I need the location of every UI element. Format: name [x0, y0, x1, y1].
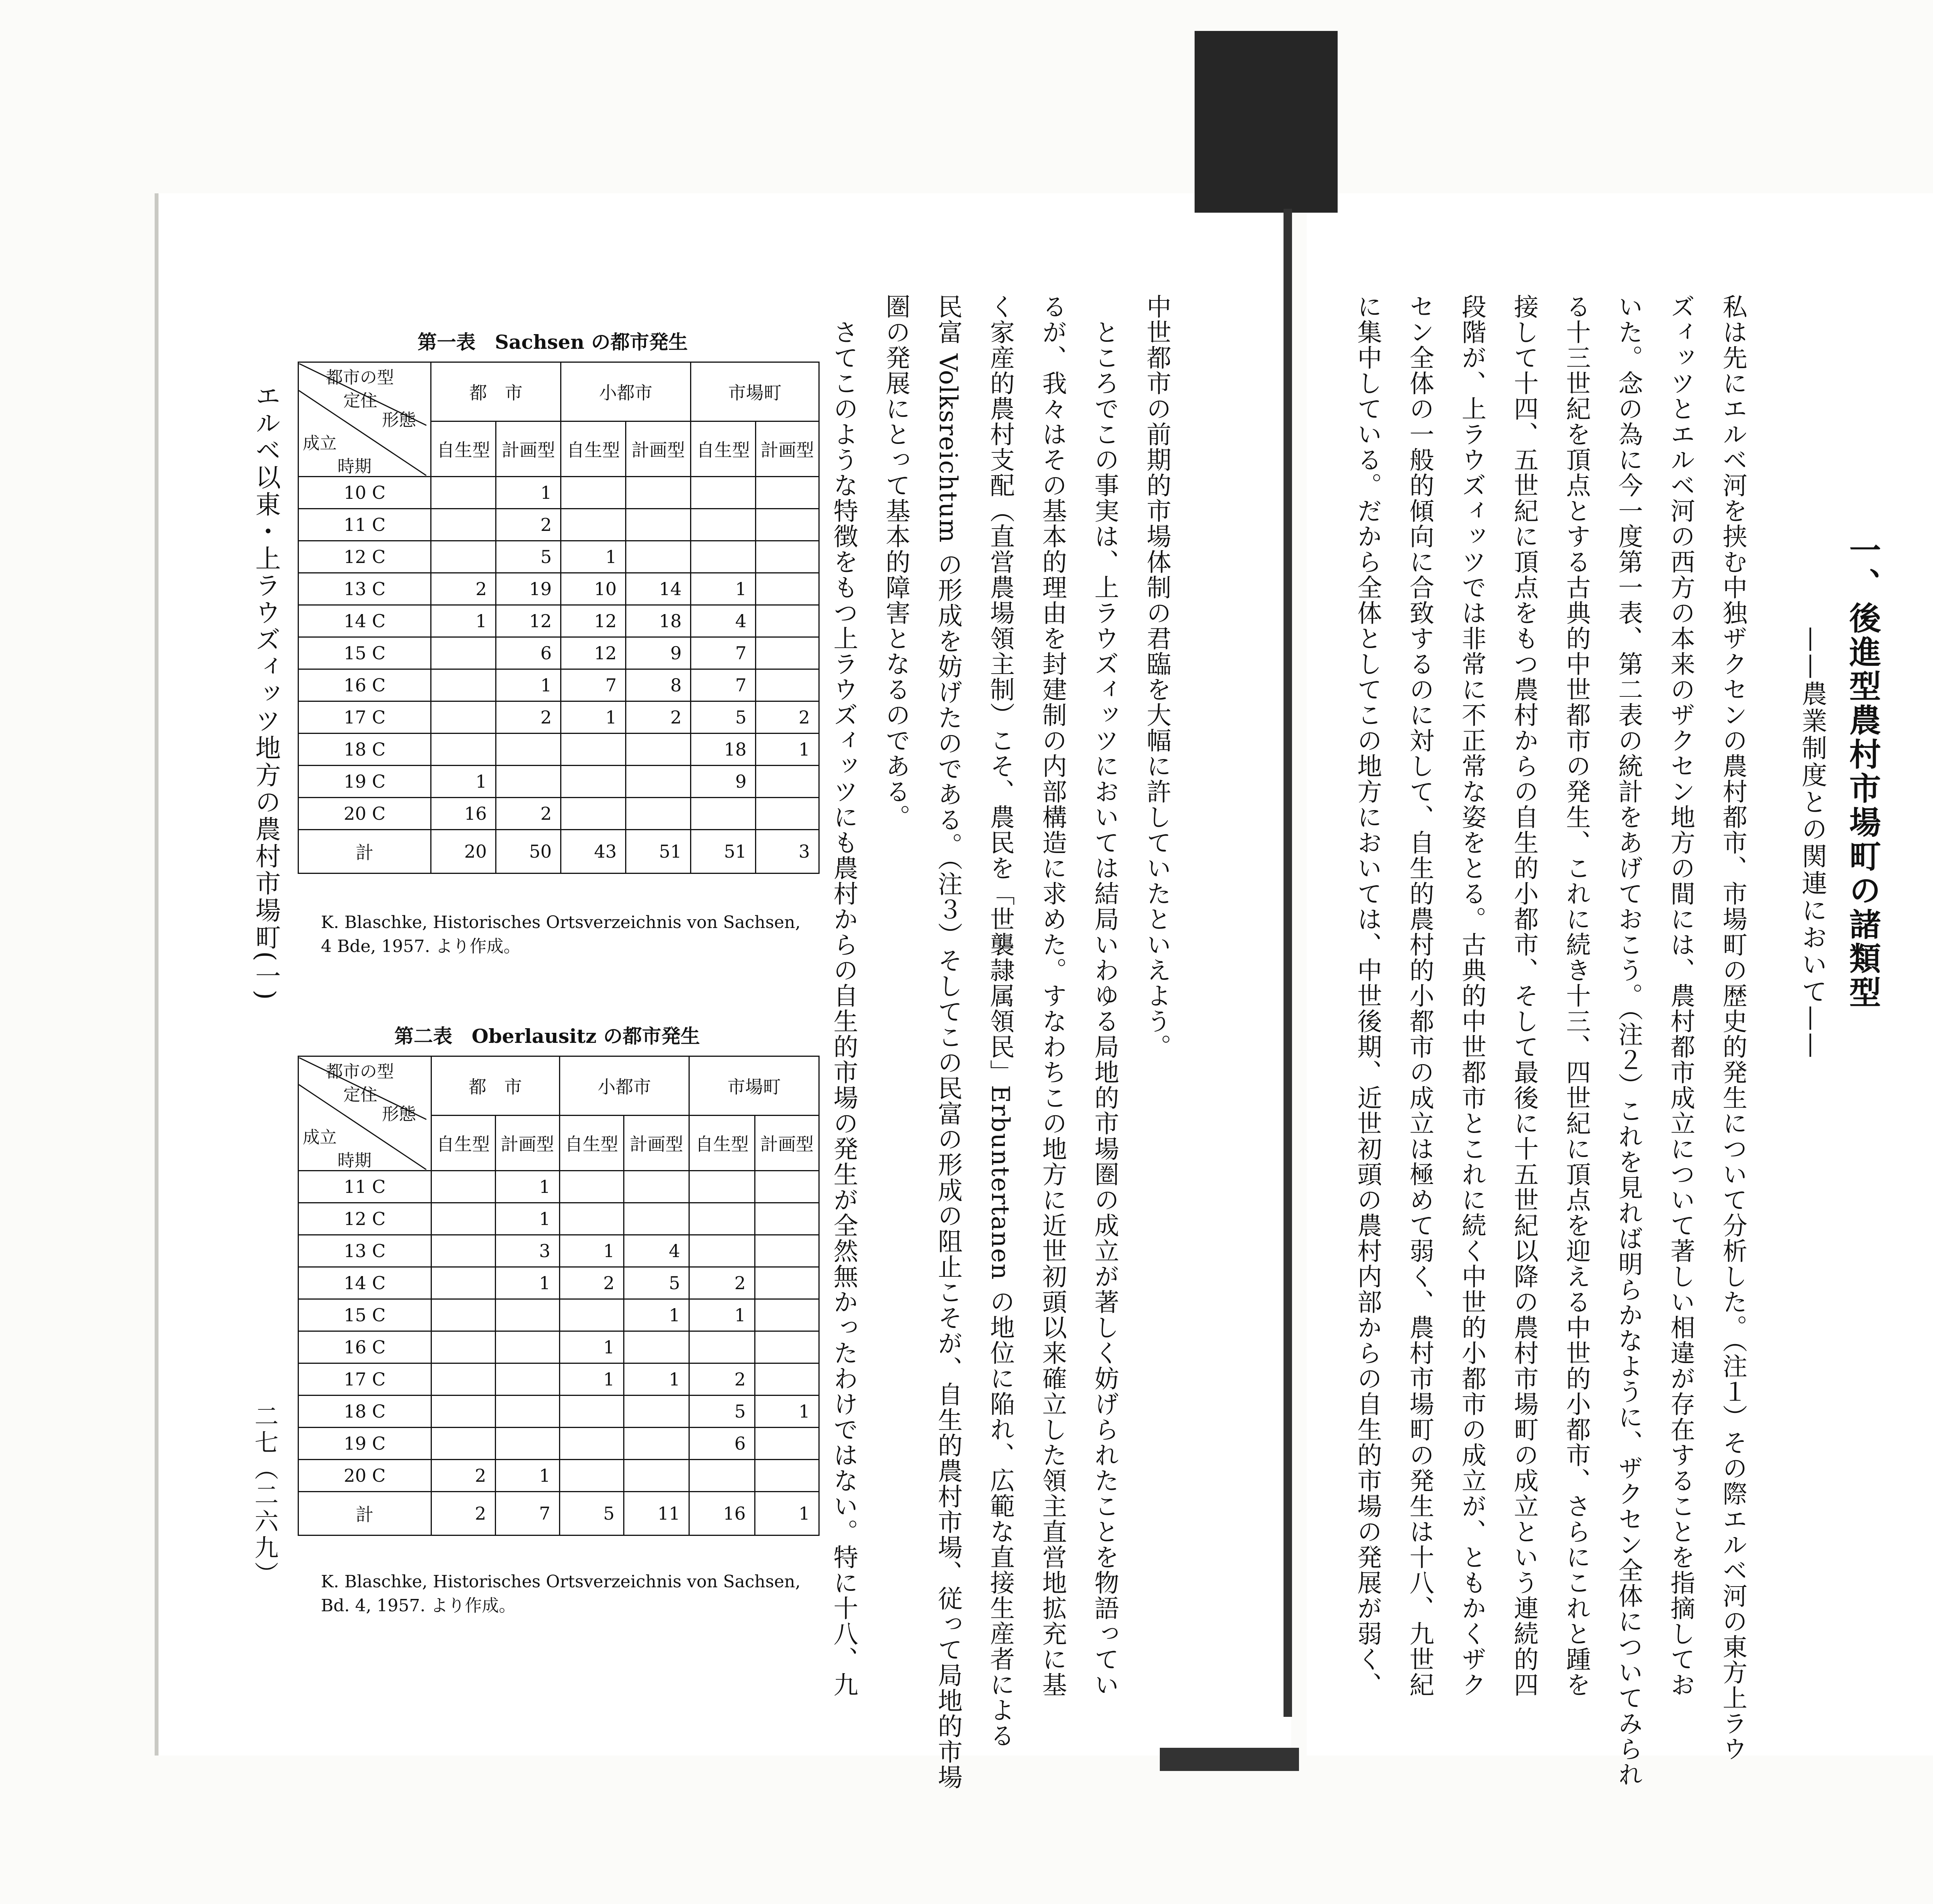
table1-total-label: 計	[298, 830, 431, 874]
table1-cell: 12	[561, 605, 626, 637]
body-line: 民富 Volksreichtum の形成を妨げたのである。（注３）そしてこの民富の形成の阻止こそが、自生的農村市場、従って局地的市場	[934, 294, 962, 1790]
corner-label: 形態	[382, 1104, 416, 1124]
table2-cell: 2	[559, 1267, 624, 1299]
table1-cell	[626, 734, 691, 766]
table1-subheader: 自生型	[431, 421, 496, 477]
table1-total-cell: 50	[496, 830, 561, 874]
body-line: に集中している。だから全体としてこの地方においては、中世後期、近世初頭の農村内部からの自生的市場の発展が弱く、	[1353, 294, 1382, 1698]
table2-cell	[495, 1299, 559, 1331]
table2-row-label: 12 C	[298, 1203, 431, 1235]
table2-row	[298, 1299, 819, 1331]
table1-cell: 2	[756, 701, 819, 734]
body-line: ズィッツとエルベ河の西方の本来のザクセン地方の間には、農村都市成立について著しい相違が存在することを指摘してお	[1666, 294, 1695, 1698]
table2-total-cell: 7	[495, 1492, 559, 1535]
table2	[298, 1056, 820, 1536]
table1-cell: 9	[626, 637, 691, 669]
table1-cell: 2	[496, 798, 561, 830]
body-line: 圏の発展にとって基本的障害となるのである。	[881, 294, 910, 830]
table2-cell	[755, 1363, 819, 1396]
table1-cell: 8	[626, 669, 691, 701]
table2-total-label: 計	[298, 1492, 431, 1535]
body-line: 私は先にエルベ河を挟む中独ザクセンの農村都市、市場町の歴史的発生について分析した。（注１）その際エルベ河の東方上ラウ	[1718, 294, 1747, 1762]
table2-row	[298, 1235, 819, 1267]
table1-cell	[431, 509, 496, 541]
table1-cell: 2	[496, 701, 561, 734]
table1-row-label: 18 C	[298, 734, 431, 766]
table1-cell	[756, 573, 819, 605]
corner-label: 都市の型	[326, 1061, 394, 1082]
table1-row-label: 11 C	[298, 509, 431, 541]
table2-cell: 1	[559, 1331, 624, 1363]
table1-cell: 6	[496, 637, 561, 669]
table2-row-label: 19 C	[298, 1428, 431, 1460]
table1-cell: 2	[626, 701, 691, 734]
table2-cell	[431, 1396, 495, 1428]
corner-label: 形態	[382, 410, 416, 430]
table2-cell: 1	[755, 1396, 819, 1428]
table1-cell	[431, 734, 496, 766]
table2-cell	[431, 1171, 495, 1203]
table1-cell	[626, 766, 691, 798]
table2-row-label: 17 C	[298, 1363, 431, 1396]
table2-title: 第二表 Oberlausitz の都市発生	[394, 1025, 700, 1048]
table1-row	[298, 669, 819, 701]
table2-note-line: K. Blaschke, Historisches Ortsverzeichnis von Sachsen,	[321, 1572, 801, 1592]
table1-subheader: 計画型	[756, 421, 819, 477]
table2-cell: 1	[559, 1363, 624, 1396]
table2-cell	[755, 1331, 819, 1363]
body-line: いた。念の為に今一度第一表、第二表の統計をあげておこう。（注２）これを見れば明らかなように、ザクセン全体についてみられ	[1614, 294, 1643, 1787]
table2-cell	[431, 1235, 495, 1267]
table2-cell	[689, 1203, 755, 1235]
table2-group-header: 小都市	[559, 1056, 689, 1116]
table1-subheader: 計画型	[626, 421, 691, 477]
table1-title: 第一表 Sachsen の都市発生	[418, 331, 688, 353]
table2-cell: 1	[624, 1299, 689, 1331]
table1-row	[298, 541, 819, 573]
table2-total-cell: 5	[559, 1492, 624, 1535]
table2-cell	[559, 1428, 624, 1460]
table2-cell	[431, 1331, 495, 1363]
table1-cell	[561, 798, 626, 830]
table1-cell: 1	[561, 701, 626, 734]
table2-row	[298, 1428, 819, 1460]
table1-row-label: 14 C	[298, 605, 431, 637]
table1-group-header: 小都市	[561, 362, 691, 421]
table1-cell	[756, 669, 819, 701]
table2-note-line: Bd. 4, 1957. より作成。	[321, 1595, 516, 1616]
table1-cell: 18	[691, 734, 756, 766]
table1-cell	[626, 798, 691, 830]
body-line: セン全体の一般的傾向に合致するのに対して、自生的農村的小都市の成立は極めて弱く、農村市場町の発生は十八、九世紀	[1405, 294, 1434, 1698]
table2-row	[298, 1171, 819, 1203]
table1-cell	[431, 477, 496, 509]
book-gutter	[1284, 209, 1292, 1717]
table2-cell	[559, 1460, 624, 1492]
table1-note-line: K. Blaschke, Historisches Ortsverzeichnis von Sachsen,	[321, 913, 801, 932]
table2-row-label: 16 C	[298, 1331, 431, 1363]
body-line: る十三世紀を頂点とする古典的中世都市の発生、これに続き十三、四世紀に頂点を迎える中世的小都市、さらにこれと踵を	[1562, 294, 1590, 1698]
table2-cell	[559, 1203, 624, 1235]
table1-group-header: 都 市	[431, 362, 561, 421]
table2-cell	[755, 1235, 819, 1267]
table2-cell: 5	[689, 1396, 755, 1428]
table1-cell: 1	[691, 573, 756, 605]
table2-total-cell: 1	[755, 1492, 819, 1535]
table1-row-label: 19 C	[298, 766, 431, 798]
table1-cell: 18	[626, 605, 691, 637]
table1-total-cell: 51	[626, 830, 691, 874]
table2-cell	[495, 1428, 559, 1460]
table2-subheader: 自生型	[689, 1116, 755, 1171]
table2-cell	[624, 1203, 689, 1235]
table1-row	[298, 766, 819, 798]
corner-label: 時期	[338, 456, 372, 476]
table2-cell	[755, 1460, 819, 1492]
table1-cell: 7	[561, 669, 626, 701]
table1-cell: 12	[561, 637, 626, 669]
table1	[298, 362, 820, 874]
table2-cell: 4	[624, 1235, 689, 1267]
table2-cell	[624, 1428, 689, 1460]
table2-cell: 1	[495, 1267, 559, 1299]
table2-row-label: 11 C	[298, 1171, 431, 1203]
table1-row-label: 16 C	[298, 669, 431, 701]
table1-cell	[561, 477, 626, 509]
table2-cell	[624, 1171, 689, 1203]
table1-subheader: 計画型	[496, 421, 561, 477]
table2-cell: 6	[689, 1428, 755, 1460]
table1-cell	[431, 637, 496, 669]
table1-cell	[756, 477, 819, 509]
table1-subheader: 自生型	[561, 421, 626, 477]
table2-row-label: 14 C	[298, 1267, 431, 1299]
table2-cell	[431, 1203, 495, 1235]
table1-cell	[756, 766, 819, 798]
table1-cell: 1	[496, 477, 561, 509]
table1-cell: 12	[496, 605, 561, 637]
table2-source-note	[321, 1570, 801, 1617]
table2-group-header: 都 市	[431, 1056, 559, 1116]
table2-cell	[755, 1299, 819, 1331]
table2-cell	[624, 1396, 689, 1428]
table1-row	[298, 573, 819, 605]
author-char-3	[1929, 1481, 1933, 1523]
table1-cell	[756, 541, 819, 573]
table2-cell	[689, 1171, 755, 1203]
table2-subheader: 計画型	[624, 1116, 689, 1171]
table1-cell	[756, 637, 819, 669]
table1-cell: 2	[496, 509, 561, 541]
corner-label: 時期	[338, 1150, 372, 1170]
table2-cell	[495, 1331, 559, 1363]
table2-cell	[431, 1299, 495, 1331]
table1-cell	[626, 477, 691, 509]
table1-cell	[626, 509, 691, 541]
corner-label: 成立	[303, 1127, 337, 1147]
body-line: さてこのような特徴をもつ上ラウズィッツにも農村からの自生的市場の発生が全然無かったわけではない。特に十八、九	[829, 294, 858, 1698]
table1-cell: 5	[496, 541, 561, 573]
table1-row-label: 15 C	[298, 637, 431, 669]
corner-label: 定住	[343, 1085, 377, 1105]
table1-cell: 5	[691, 701, 756, 734]
table2-cell	[495, 1363, 559, 1396]
table2-subheader: 計画型	[755, 1116, 819, 1171]
table2-cell	[495, 1396, 559, 1428]
table2-cell	[755, 1171, 819, 1203]
table1-cell	[431, 669, 496, 701]
table2-row	[298, 1363, 819, 1396]
table2-row	[298, 1267, 819, 1299]
table2-row-label: 18 C	[298, 1396, 431, 1428]
table2-row	[298, 1396, 819, 1428]
section-heading: 一、後進型農村市場町の諸類型	[1844, 534, 1881, 1010]
table2-cell: 1	[559, 1235, 624, 1267]
table2-cell	[559, 1171, 624, 1203]
author-char-2	[1929, 1288, 1933, 1329]
table1-note-line: 4 Bde, 1957. より作成。	[321, 936, 521, 956]
table2-cell	[755, 1428, 819, 1460]
table1-total-cell: 43	[561, 830, 626, 874]
table1-cell	[431, 701, 496, 734]
table1-cell: 4	[691, 605, 756, 637]
table1-cell: 2	[431, 573, 496, 605]
table1-cell: 16	[431, 798, 496, 830]
table1-cell: 10	[561, 573, 626, 605]
body-line: 接して十四、五世紀に頂点をもつ農村からの自生的小都市、そして最後に十五世紀以降の農村市場町の成立という連続的四	[1510, 294, 1538, 1698]
table2-total-cell: 16	[689, 1492, 755, 1535]
table2-subheader: 計画型	[495, 1116, 559, 1171]
table1-source-note	[321, 911, 801, 958]
table1-body	[298, 477, 819, 830]
table2-cell	[755, 1267, 819, 1299]
table2-cell: 5	[624, 1267, 689, 1299]
table2-corner-cell	[298, 1056, 431, 1171]
table1-row	[298, 637, 819, 669]
table1-cell: 1	[431, 605, 496, 637]
body-line: く家産的農村支配（直営農場領主制）こそ、農民を「世襲隷属領民」Erbuntertanen の地位に陥れ、広範な直接生産者による	[986, 294, 1014, 1749]
table1-cell	[691, 477, 756, 509]
table2-row-label: 20 C	[298, 1460, 431, 1492]
table1-cell: 7	[691, 669, 756, 701]
table1-cell	[626, 541, 691, 573]
table1-row	[298, 701, 819, 734]
table1-cell	[691, 798, 756, 830]
table1-cell	[756, 605, 819, 637]
table2-total-cell: 2	[431, 1492, 495, 1535]
table1-subheader: 自生型	[691, 421, 756, 477]
table1-row-label: 17 C	[298, 701, 431, 734]
table1-row	[298, 605, 819, 637]
table2-cell: 1	[689, 1299, 755, 1331]
table1-total-cell: 3	[756, 830, 819, 874]
table1-cell	[496, 766, 561, 798]
table2-cell	[624, 1331, 689, 1363]
table1-cell	[561, 509, 626, 541]
body-line: 中世都市の前期的市場体制の君臨を大幅に許していたといえよう。	[1142, 294, 1171, 1059]
table2-row-label: 15 C	[298, 1299, 431, 1331]
table1-cell	[431, 541, 496, 573]
table1-row-label: 13 C	[298, 573, 431, 605]
table2-cell: 1	[495, 1203, 559, 1235]
corner-label: 都市の型	[326, 367, 394, 387]
table2-cell: 2	[689, 1363, 755, 1396]
corner-label: 定住	[343, 391, 377, 411]
table2-cell	[624, 1460, 689, 1492]
table2-subheader: 自生型	[559, 1116, 624, 1171]
table2-cell	[559, 1396, 624, 1428]
table2-cell: 1	[495, 1171, 559, 1203]
table2-row	[298, 1331, 819, 1363]
table1-cell: 1	[561, 541, 626, 573]
table2-total-cell: 11	[624, 1492, 689, 1535]
table2-cell	[559, 1299, 624, 1331]
table1-cell	[691, 509, 756, 541]
table1-row	[298, 509, 819, 541]
table1-cell: 1	[496, 669, 561, 701]
table1-cell	[756, 509, 819, 541]
author-char-1	[1929, 1148, 1933, 1190]
table1-cell: 9	[691, 766, 756, 798]
corner-label: 成立	[303, 433, 337, 453]
table2-cell	[689, 1460, 755, 1492]
table1-total-cell: 51	[691, 830, 756, 874]
table1-cell: 1	[756, 734, 819, 766]
table2-cell: 2	[431, 1460, 495, 1492]
book-spine-shadow	[1195, 31, 1338, 213]
left-page-number: 二七（二六九）	[251, 1404, 279, 1588]
table2-cell: 1	[624, 1363, 689, 1396]
table2-group-header: 市場町	[689, 1056, 819, 1116]
table1-row-label: 10 C	[298, 477, 431, 509]
table1-row	[298, 798, 819, 830]
table1-cell	[561, 766, 626, 798]
table1-cell: 7	[691, 637, 756, 669]
body-line: るが、我々はその基本的理由を封建制の内部構造に求めた。すなわちこの地方に近世初頭以来確立した領主直営地拡充に基	[1038, 294, 1067, 1698]
section-subheading: ——農業制度との関連において——	[1797, 626, 1827, 1059]
table2-cell: 2	[689, 1267, 755, 1299]
table1-cell	[756, 798, 819, 830]
table1-cell	[496, 734, 561, 766]
table2-row	[298, 1203, 819, 1235]
table2-body	[298, 1171, 819, 1492]
table2-cell: 3	[495, 1235, 559, 1267]
table1-group-header: 市場町	[691, 362, 819, 421]
table1-row	[298, 734, 819, 766]
table2-cell: 1	[495, 1460, 559, 1492]
table2-row-label: 13 C	[298, 1235, 431, 1267]
table2-cell	[689, 1331, 755, 1363]
table1-total-cell: 20	[431, 830, 496, 874]
book-spine-bottom	[1160, 1748, 1299, 1771]
table2-cell	[689, 1235, 755, 1267]
table1-cell: 19	[496, 573, 561, 605]
table2-subheader: 自生型	[431, 1116, 495, 1171]
body-line: 段階が、上ラウズィッツでは非常に不正常な姿をとる。古典的中世都市とこれに続く中世的小都市の成立が、ともかくザク	[1457, 294, 1486, 1698]
table1-cell: 1	[431, 766, 496, 798]
table1-corner-cell	[298, 362, 431, 477]
table1-row-label: 20 C	[298, 798, 431, 830]
table2-cell	[431, 1428, 495, 1460]
table2-cell	[431, 1363, 495, 1396]
table2-row	[298, 1460, 819, 1492]
table2-cell	[755, 1203, 819, 1235]
table2-cell	[431, 1267, 495, 1299]
table1-cell: 14	[626, 573, 691, 605]
body-line: ところでこの事実は、上ラウズィッツにおいては結局いわゆる局地的市場圏の成立が著しく妨げられたことを物語ってい	[1090, 294, 1119, 1698]
table1-row-label: 12 C	[298, 541, 431, 573]
table1-row	[298, 477, 819, 509]
running-head: エルベ以東・上ラウズィッツ地方の農村市場町(一)	[251, 383, 281, 1001]
table1-cell	[691, 541, 756, 573]
table1-cell	[561, 734, 626, 766]
